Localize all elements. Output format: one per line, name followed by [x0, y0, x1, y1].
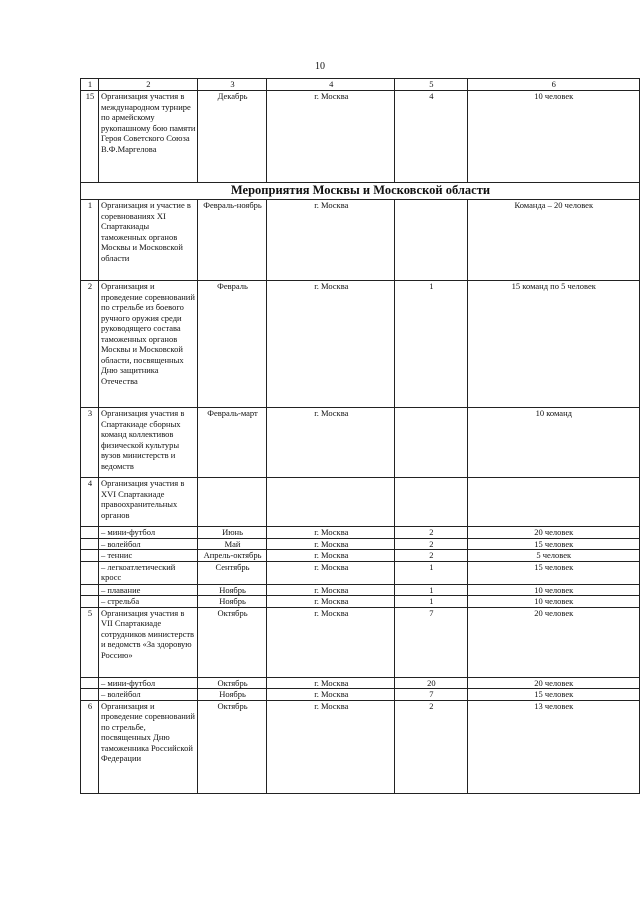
place-cell: г. Москва	[267, 281, 395, 408]
event-cell: Организация и проведение соревнований по стрельбе из боевого ручного оружия среди руководящего состава таможенных органов Москвы и Московской области, посвященных Дню защитника Отечества	[98, 281, 197, 408]
row-number: 15	[81, 91, 99, 183]
people-cell: 10 человек	[467, 596, 639, 608]
teams-cell: 1	[395, 584, 467, 596]
row-number: 4	[81, 478, 99, 527]
section-title: Мероприятия Москвы и Московской области	[81, 183, 640, 200]
event-cell: – плавание	[98, 584, 197, 596]
row-number: 2	[81, 281, 99, 408]
event-cell: – волейбол	[98, 689, 197, 701]
column-header: 5	[395, 79, 467, 91]
table-row	[81, 550, 640, 562]
event-cell: – волейбол	[98, 538, 197, 550]
table-row	[81, 689, 640, 701]
people-cell: 15 человек	[467, 561, 639, 584]
event-cell: Организация и участие в соревнованиях XI Спартакиады таможенных органов Москвы и Московской области	[98, 200, 197, 281]
page-number: 10	[315, 61, 325, 72]
table-row	[81, 281, 640, 408]
people-cell: 20 человек	[467, 677, 639, 689]
people-cell: 20 человек	[467, 607, 639, 677]
column-header: 3	[197, 79, 267, 91]
date-cell: Май	[197, 538, 267, 550]
people-cell: 5 человек	[467, 550, 639, 562]
column-header: 6	[467, 79, 639, 91]
people-cell: 10 команд	[467, 408, 639, 478]
row-number	[81, 527, 99, 539]
place-cell: г. Москва	[267, 607, 395, 677]
row-number	[81, 677, 99, 689]
place-cell: г. Москва	[267, 677, 395, 689]
event-cell: – мини-футбол	[98, 677, 197, 689]
date-cell	[197, 478, 267, 527]
table-row	[81, 596, 640, 608]
event-cell: – мини-футбол	[98, 527, 197, 539]
teams-cell: 1	[395, 561, 467, 584]
teams-cell: 1	[395, 281, 467, 408]
place-cell: г. Москва	[267, 700, 395, 793]
place-cell: г. Москва	[267, 91, 395, 183]
table-row	[81, 607, 640, 677]
date-cell: Июнь	[197, 527, 267, 539]
place-cell: г. Москва	[267, 584, 395, 596]
date-cell: Февраль-ноябрь	[197, 200, 267, 281]
events-table	[80, 78, 640, 794]
teams-cell: 20	[395, 677, 467, 689]
table-row	[81, 677, 640, 689]
teams-cell: 7	[395, 607, 467, 677]
teams-cell: 2	[395, 700, 467, 793]
table-row	[81, 538, 640, 550]
teams-cell: 2	[395, 527, 467, 539]
place-cell: г. Москва	[267, 200, 395, 281]
row-number: 6	[81, 700, 99, 793]
people-cell: 15 человек	[467, 538, 639, 550]
section-row	[81, 183, 640, 200]
people-cell: Команда – 20 человек	[467, 200, 639, 281]
date-cell: Октябрь	[197, 700, 267, 793]
teams-cell	[395, 478, 467, 527]
table-row	[81, 408, 640, 478]
column-header: 4	[267, 79, 395, 91]
people-cell	[467, 478, 639, 527]
row-number: 5	[81, 607, 99, 677]
row-number	[81, 538, 99, 550]
row-number: 1	[81, 200, 99, 281]
event-cell: – легкоатлетический кросс	[98, 561, 197, 584]
event-cell: Организация участия в Спартакиаде сборных команд коллективов физической культуры вузов министерств и ведомств	[98, 408, 197, 478]
date-cell: Апрель-октябрь	[197, 550, 267, 562]
event-cell: Организация и проведение соревнований по стрельбе, посвященных Дню таможенника Российской Федерации	[98, 700, 197, 793]
place-cell: г. Москва	[267, 561, 395, 584]
date-cell: Декабрь	[197, 91, 267, 183]
event-cell: – стрельба	[98, 596, 197, 608]
people-cell: 20 человек	[467, 527, 639, 539]
table-row	[81, 91, 640, 183]
teams-cell: 2	[395, 550, 467, 562]
row-number	[81, 689, 99, 701]
date-cell: Ноябрь	[197, 584, 267, 596]
row-number	[81, 561, 99, 584]
column-header: 1	[81, 79, 99, 91]
date-cell: Ноябрь	[197, 689, 267, 701]
teams-cell: 1	[395, 596, 467, 608]
table-row	[81, 561, 640, 584]
row-number	[81, 550, 99, 562]
place-cell: г. Москва	[267, 689, 395, 701]
teams-cell: 7	[395, 689, 467, 701]
people-cell: 15 команд по 5 человек	[467, 281, 639, 408]
place-cell: г. Москва	[267, 527, 395, 539]
date-cell: Сентябрь	[197, 561, 267, 584]
teams-cell: 4	[395, 91, 467, 183]
table-row	[81, 478, 640, 527]
column-header: 2	[98, 79, 197, 91]
table-row	[81, 700, 640, 793]
people-cell: 15 человек	[467, 689, 639, 701]
date-cell: Октябрь	[197, 677, 267, 689]
event-cell: Организация участия в XVI Спартакиаде правоохранительных органов	[98, 478, 197, 527]
place-cell	[267, 478, 395, 527]
date-cell: Ноябрь	[197, 596, 267, 608]
date-cell: Февраль	[197, 281, 267, 408]
place-cell: г. Москва	[267, 408, 395, 478]
event-cell: Организация участия в VII Спартакиаде сотрудников министерств и ведомств «За здоровую Россию»	[98, 607, 197, 677]
event-cell: Организация участия в международном турнире по армейскому рукопашному бою памяти Героя Советского Союза В.Ф.Маргелова	[98, 91, 197, 183]
people-cell: 13 человек	[467, 700, 639, 793]
table-row	[81, 527, 640, 539]
place-cell: г. Москва	[267, 550, 395, 562]
date-cell: Октябрь	[197, 607, 267, 677]
row-number	[81, 596, 99, 608]
row-number	[81, 584, 99, 596]
place-cell: г. Москва	[267, 538, 395, 550]
event-cell: – теннис	[98, 550, 197, 562]
table-header-row	[81, 79, 640, 91]
date-cell: Февраль-март	[197, 408, 267, 478]
teams-cell: 2	[395, 538, 467, 550]
table-row	[81, 200, 640, 281]
row-number: 3	[81, 408, 99, 478]
place-cell: г. Москва	[267, 596, 395, 608]
people-cell: 10 человек	[467, 91, 639, 183]
teams-cell	[395, 408, 467, 478]
teams-cell	[395, 200, 467, 281]
people-cell: 10 человек	[467, 584, 639, 596]
table-row	[81, 584, 640, 596]
